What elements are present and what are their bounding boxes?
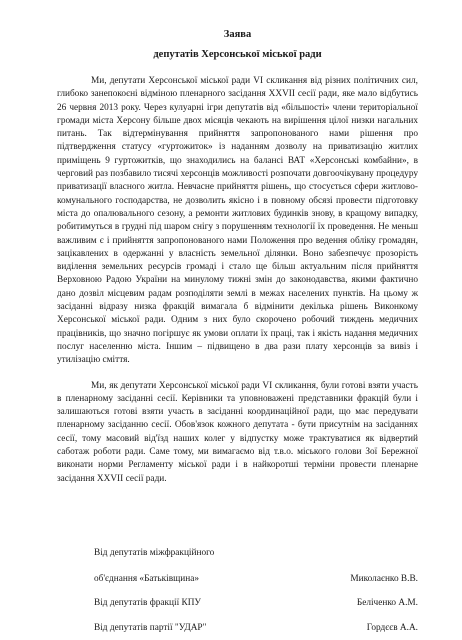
signature-row [94,597,418,609]
signature-org: Від депутатів фракції КПУ [94,598,202,608]
signature-name: Беліченко А.М. [356,598,418,608]
paragraph-2: Ми, як депутати Херсонської міської ради VI скликання, були готові взяти участь в пленарному засіданні сесії. Керівники та уповноважені представники фракцій були і залишаються готові взяти участь в засіданні координаційної ради, що має передувати пленарному засіданню сесії. Обов'язок кожного депутата - бути присутнім на засіданнях сесії, тому масовий від'їзд наших колег у відпустку може трактуватися як відвертий саботаж роботи ради. Саме тому, ми вимагаємо від т.в.о. міського голови Зої Бережної виконати норми Регламенту міської ради і в найкоротші терміни провести пленарне засідання XXVII сесії ради. [57,380,418,484]
signature-name: Гордєєв А.А. [366,623,418,633]
signature-row [94,547,418,559]
signature-org: об'єднання «Батьківщина» [94,574,199,584]
paragraph-1: Ми, депутати Херсонської міської ради VI скликання від різних політичних сил, глибоко занепокоєні відміною пленарного засідання XXVII сесії ради, яке мало відбутись 26 червня 2013 року. Через кулуарні ігри депутатів від «більшості» члени територіальної громади міста Херсону більше двох місяців чекають на вирішення цілої низки нагальних питань. Так відтермінування прийняття запропонованого нами рішення про підтвердження статусу «гуртожиток» із наданням дозволу на приватизацію житлих приміщень 9 гуртожитків, що знаходились на балансі ВАТ «Херсонські комбайни», в черговий раз позбавило тисячі херсонців можливості розпочати довгоочікувану процедуру приватизації власного житла. Невчасне прийняття рішень, що стосується сфери житлово-комунального господарства, не дозволить якісно і в повному обсязі провести підготовку міста до опалювального сезону, а ремонти житлових будинків знову, в кращому випадку, робитимуться в грудні під шаром снігу з порушенням технології їх проведення. Не меньш важливим є і прийняття запропонованого нами Положення про ведення обліку громадян, зацікавлених в одержанні у власність земельної ділянки. Воно забезпечує прозорість виділення земельних ресурсів громаді і стало ще більш актуальним після прийняття Верховною Радою України на минулому тижні змін до законодавства, якими фактично дано дозвіл місцевим радам розподіляти землі в межах населених пунктів. На цьому ж засіданні відразу низка фракцій вимагала б відмінити декілька рішень Виконкому Херсонської міської ради. Одним з них було скорочено робочий тиждень медичних працівників, що значно погіршує як умови оплати їх праці, так і якість надання медичних послуг населенню міста. Іншим – підвищено в два рази плату херсонців за вивіз і утилізацію сміття. [57,76,418,366]
signature-org: Від депутатів міжфракційного [94,548,215,558]
signature-row [94,573,418,585]
document-title: Заява [223,29,252,40]
document-subtitle: депутатів Херсонської міської ради [153,49,322,60]
signature-name: Миколаєнко В.В. [350,574,418,584]
signature-row [94,622,418,634]
signature-org: Від депутатів партії "УДАР" [94,623,207,633]
